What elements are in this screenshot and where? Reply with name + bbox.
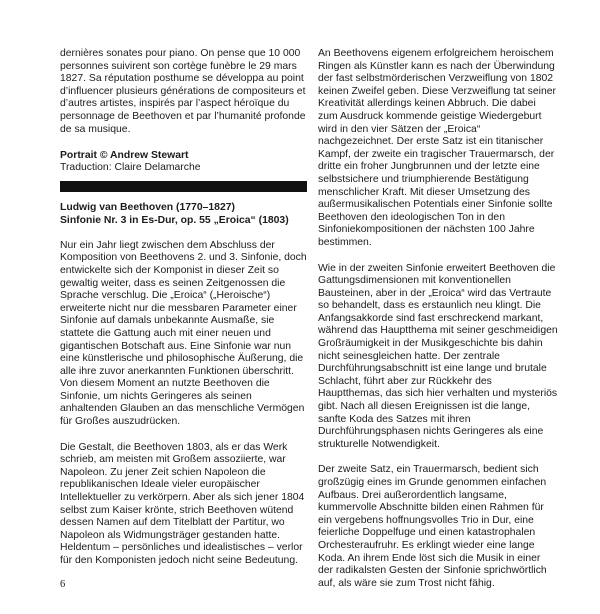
body-paragraph-2: Die Gestalt, die Beethoven 1803, als er das Werk schrieb, am meisten mit Großem assoziierte, war Napoleon. Zu jener Zeit schien Napoleon die republikanischen Ideale vieler europäischer Intellektueller zu verkörpern. Aber als sich jener 1804 selbst zum Kaiser krönte, strich Beethoven wütend dessen Namen auf dem Titelblatt der Partitur, wo Napoleon als Widmungsträger gestanden hatte. Heldentum – persönliches und idealistisches – verlor für den Komponisten jedoch nicht seine Bedeutung. [60, 441, 305, 566]
body-paragraph-4: Wie in der zweiten Sinfonie erweitert Beethoven die Gattungsdimensionen mit konventionellen Bausteinen, aber in der „Eroica“ wird das Vertraute so behandelt, dass es erstaunlich neu klingt. Die Anfangsakkorde sind fast erschreckend markant, während das Hauptthema mit seiner geschmeidigen Großräumigkeit in der Musikgeschichte bis dahin nicht seinesgleichen hatte. Der zentrale Durchführungsabschnitt ist eine lange und brutale Schlacht, führt aber zur Rückkehr des Hauptthemas, das sich hier verhalten und mysteriös gibt. Nach all diesen Ereignissen ist die lange, sanfte Koda des Satzes mit ihren Durchführungsphasen nichts Geringeres als eine strukturelle Notwendigkeit. [318, 262, 558, 450]
section-divider [60, 181, 307, 192]
right-column [318, 48, 558, 590]
spacer [318, 250, 558, 263]
spacer [318, 451, 558, 464]
spacer [60, 227, 307, 240]
body-paragraph-3: An Beethovens eigenem erfolgreichem heroischem Ringen als Künstler kann es nach der Überwindung der fast selbstmörderischen Verzweiflung von 1802 keinen Zweifel geben. Diese Verzweiflung tat seiner Kreativität allerdings keinen Abbruch. Die dabei zum Ausdruck kommende geistige Wiedergeburt wird in den vier Sätzen der „Eroica“ nachgezeichnet. Der erste Satz ist ein titanischer Kampf, der zweite ein tragischer Trauermarsch, der dritte ein froher Jungbrunnen und der letzte eine selbstsichere und triumphierende Bestätigung menschlicher Kraft. Mit dieser Umsetzung des außermusikalischen Potentials einer Sinfonie sollte Beethoven den ideologischen Ton in den Sinfoniekompositionen der nächsten 100 Jahre bestimmen. [318, 48, 556, 248]
body-paragraph-1: Nur ein Jahr liegt zwischen dem Abschluss der Komposition von Beethovens 2. und 3. Sinfonie, doch entwickelte sich der Komponist in dieser Zeit so gewaltig weiter, dass es seinen Zeitgenossen die Sprache verschlug. Die „Eroica“ („Heroische“) erweiterte nicht nur die messbaren Parameter einer Sinfonie auf damals unbekannte Ausmaße, sie stattete die Gattung auch mit einer neuen und gigantischen Botschaft aus. Eine Sinfonie war nun eine künstlerische und philosophische Äußerung, die alle ihre zuvor anerkannten Funktionen überschritt. Von diesem Moment an nutzte Beethoven die Sinfonie, um nichts Geringeres als seinen anhaltenden Glauben an das menschliche Vermögen für Großes auszudrücken. [60, 239, 307, 428]
spacer [60, 429, 307, 442]
intro-paragraph: dernières sonates pour piano. On pense que 10 000 personnes suivirent son cortège funèbre le 29 mars 1827. Sa réputation posthume se développa au point d’influencer plusieurs générations de compositeurs et d’autres artistes, inspirés par l’aspect héroïque du personnage de Beethoven et par l’humanité profonde de sa musique. [60, 48, 306, 135]
left-column [60, 48, 307, 568]
work-heading: Sinfonie Nr. 3 in Es-Dur, op. 55 „Eroica“ (1803) [60, 214, 289, 226]
spacer [60, 136, 307, 149]
body-paragraph-5: Der zweite Satz, ein Trauermarsch, bedient sich großzügig eines im Grunde genommen einfachen Aufbaus. Drei außerordentlich langsame, kummervolle Abschnitte bilden einen Rahmen für ein vergebens hoffnungsvolles Trio in Dur, eine feierliche Doppelfuge und einen katastrophalen Orchesteraufruhr. Es erklingt wieder eine lange Koda. An ihrem Ende löst sich die Musik in einer der radikalsten Gesten der Sinfonie sprichwörtlich auf, als wäre sie zum Trost nicht fähig. [318, 464, 547, 589]
page-number: 6 [60, 579, 66, 590]
portrait-credit: Portrait © Andrew Stewart [60, 150, 189, 162]
composer-heading: Ludwig van Beethoven (1770–1827) [60, 201, 235, 213]
translation-credit: Traduction: Claire Delamarche [60, 162, 201, 174]
